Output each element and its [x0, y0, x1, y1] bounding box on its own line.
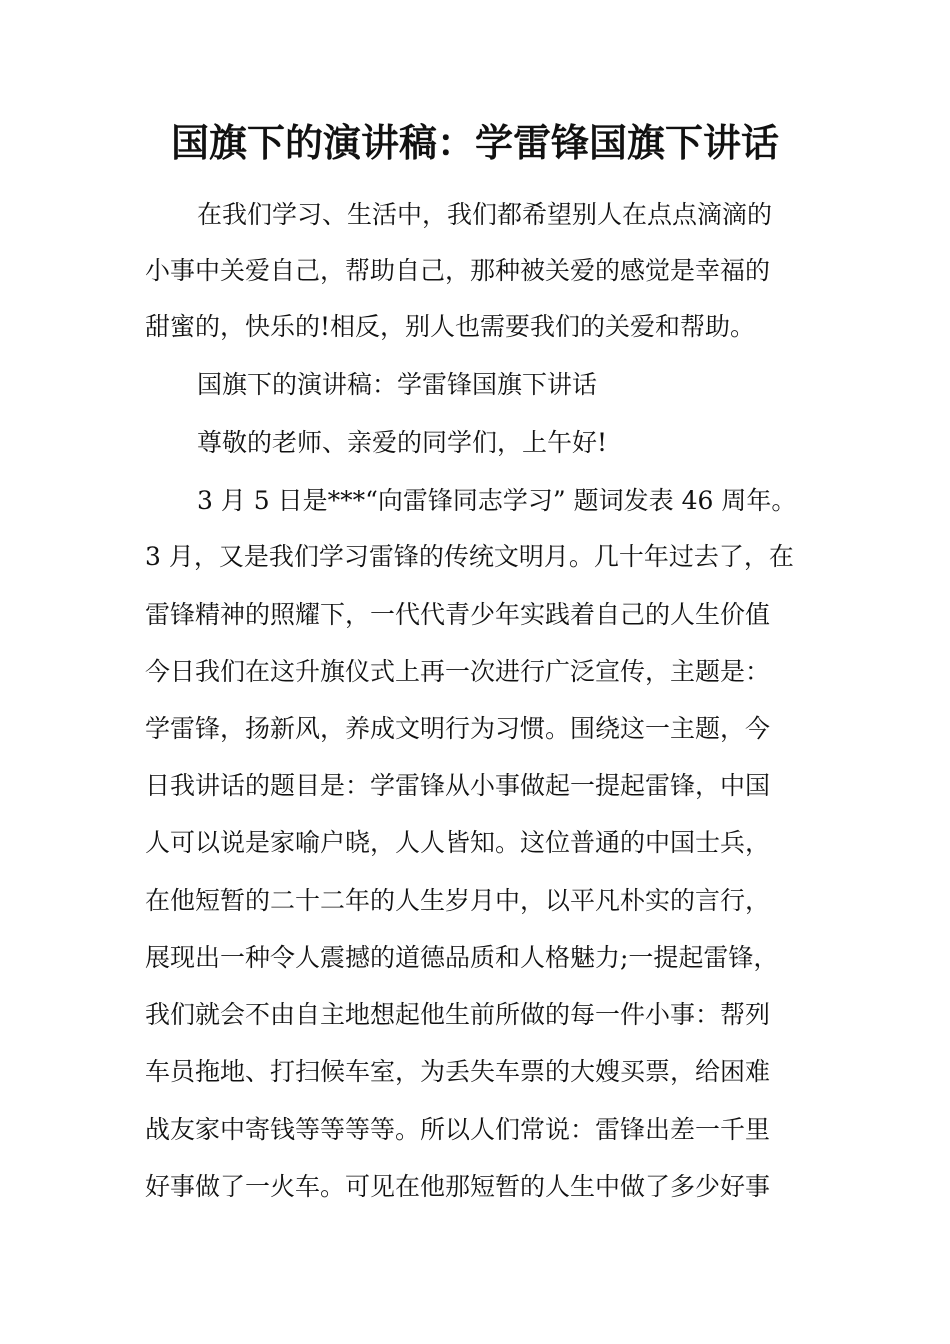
- paragraph-line: 在他短暂的二十二年的人生岁月中，以平凡朴实的言行，: [145, 886, 771, 915]
- paragraph-line: 好事做了一火车。可见在他那短暂的人生中做了多少好事: [145, 1172, 771, 1201]
- paragraph-line: 尊敬的老师、亲爱的同学们，上午好!: [197, 428, 608, 457]
- paragraph-line: 甜蜜的，快乐的!相反，别人也需要我们的关爱和帮助。: [145, 312, 756, 341]
- paragraph-line: 国旗下的演讲稿：学雷锋国旗下讲话: [197, 370, 598, 399]
- paragraph-line: 在我们学习、生活中，我们都希望别人在点点滴滴的: [197, 200, 773, 229]
- paragraph-line: 人可以说是家喻户晓，人人皆知。这位普通的中国士兵，: [145, 828, 771, 857]
- paragraph-line: 战友家中寄钱等等等等。所以人们常说：雷锋出差一千里: [145, 1115, 771, 1144]
- paragraph-line: 3 月，又是我们学习雷锋的传统文明月。几十年过去了，在: [145, 542, 794, 571]
- paragraph-line: 今日我们在这升旗仪式上再一次进行广泛宣传，主题是：: [145, 657, 771, 686]
- paragraph-line: 雷锋精神的照耀下，一代代青少年实践着自己的人生价值: [145, 600, 771, 629]
- paragraph-line: 我们就会不由自主地想起他生前所做的每一件小事：帮列: [145, 1000, 771, 1029]
- paragraph-line: 小事中关爱自己，帮助自己，那种被关爱的感觉是幸福的: [145, 256, 771, 285]
- paragraph-line: 日我讲话的题目是：学雷锋从小事做起一提起雷锋，中国: [145, 771, 771, 800]
- paragraph-line: 3 月 5 日是***“向雷锋同志学习” 题词发表 46 周年。: [197, 486, 797, 515]
- paragraph-line: 车员拖地、打扫候车室，为丢失车票的大嫂买票，给困难: [145, 1057, 771, 1086]
- paragraph-line: 展现出一种令人震撼的道德品质和人格魅力;一提起雷锋，: [145, 943, 779, 972]
- paragraph-line: 学雷锋，扬新风，养成文明行为习惯。围绕这一主题，今: [145, 714, 771, 743]
- document-title: 国旗下的演讲稿：学雷锋国旗下讲话: [170, 120, 779, 165]
